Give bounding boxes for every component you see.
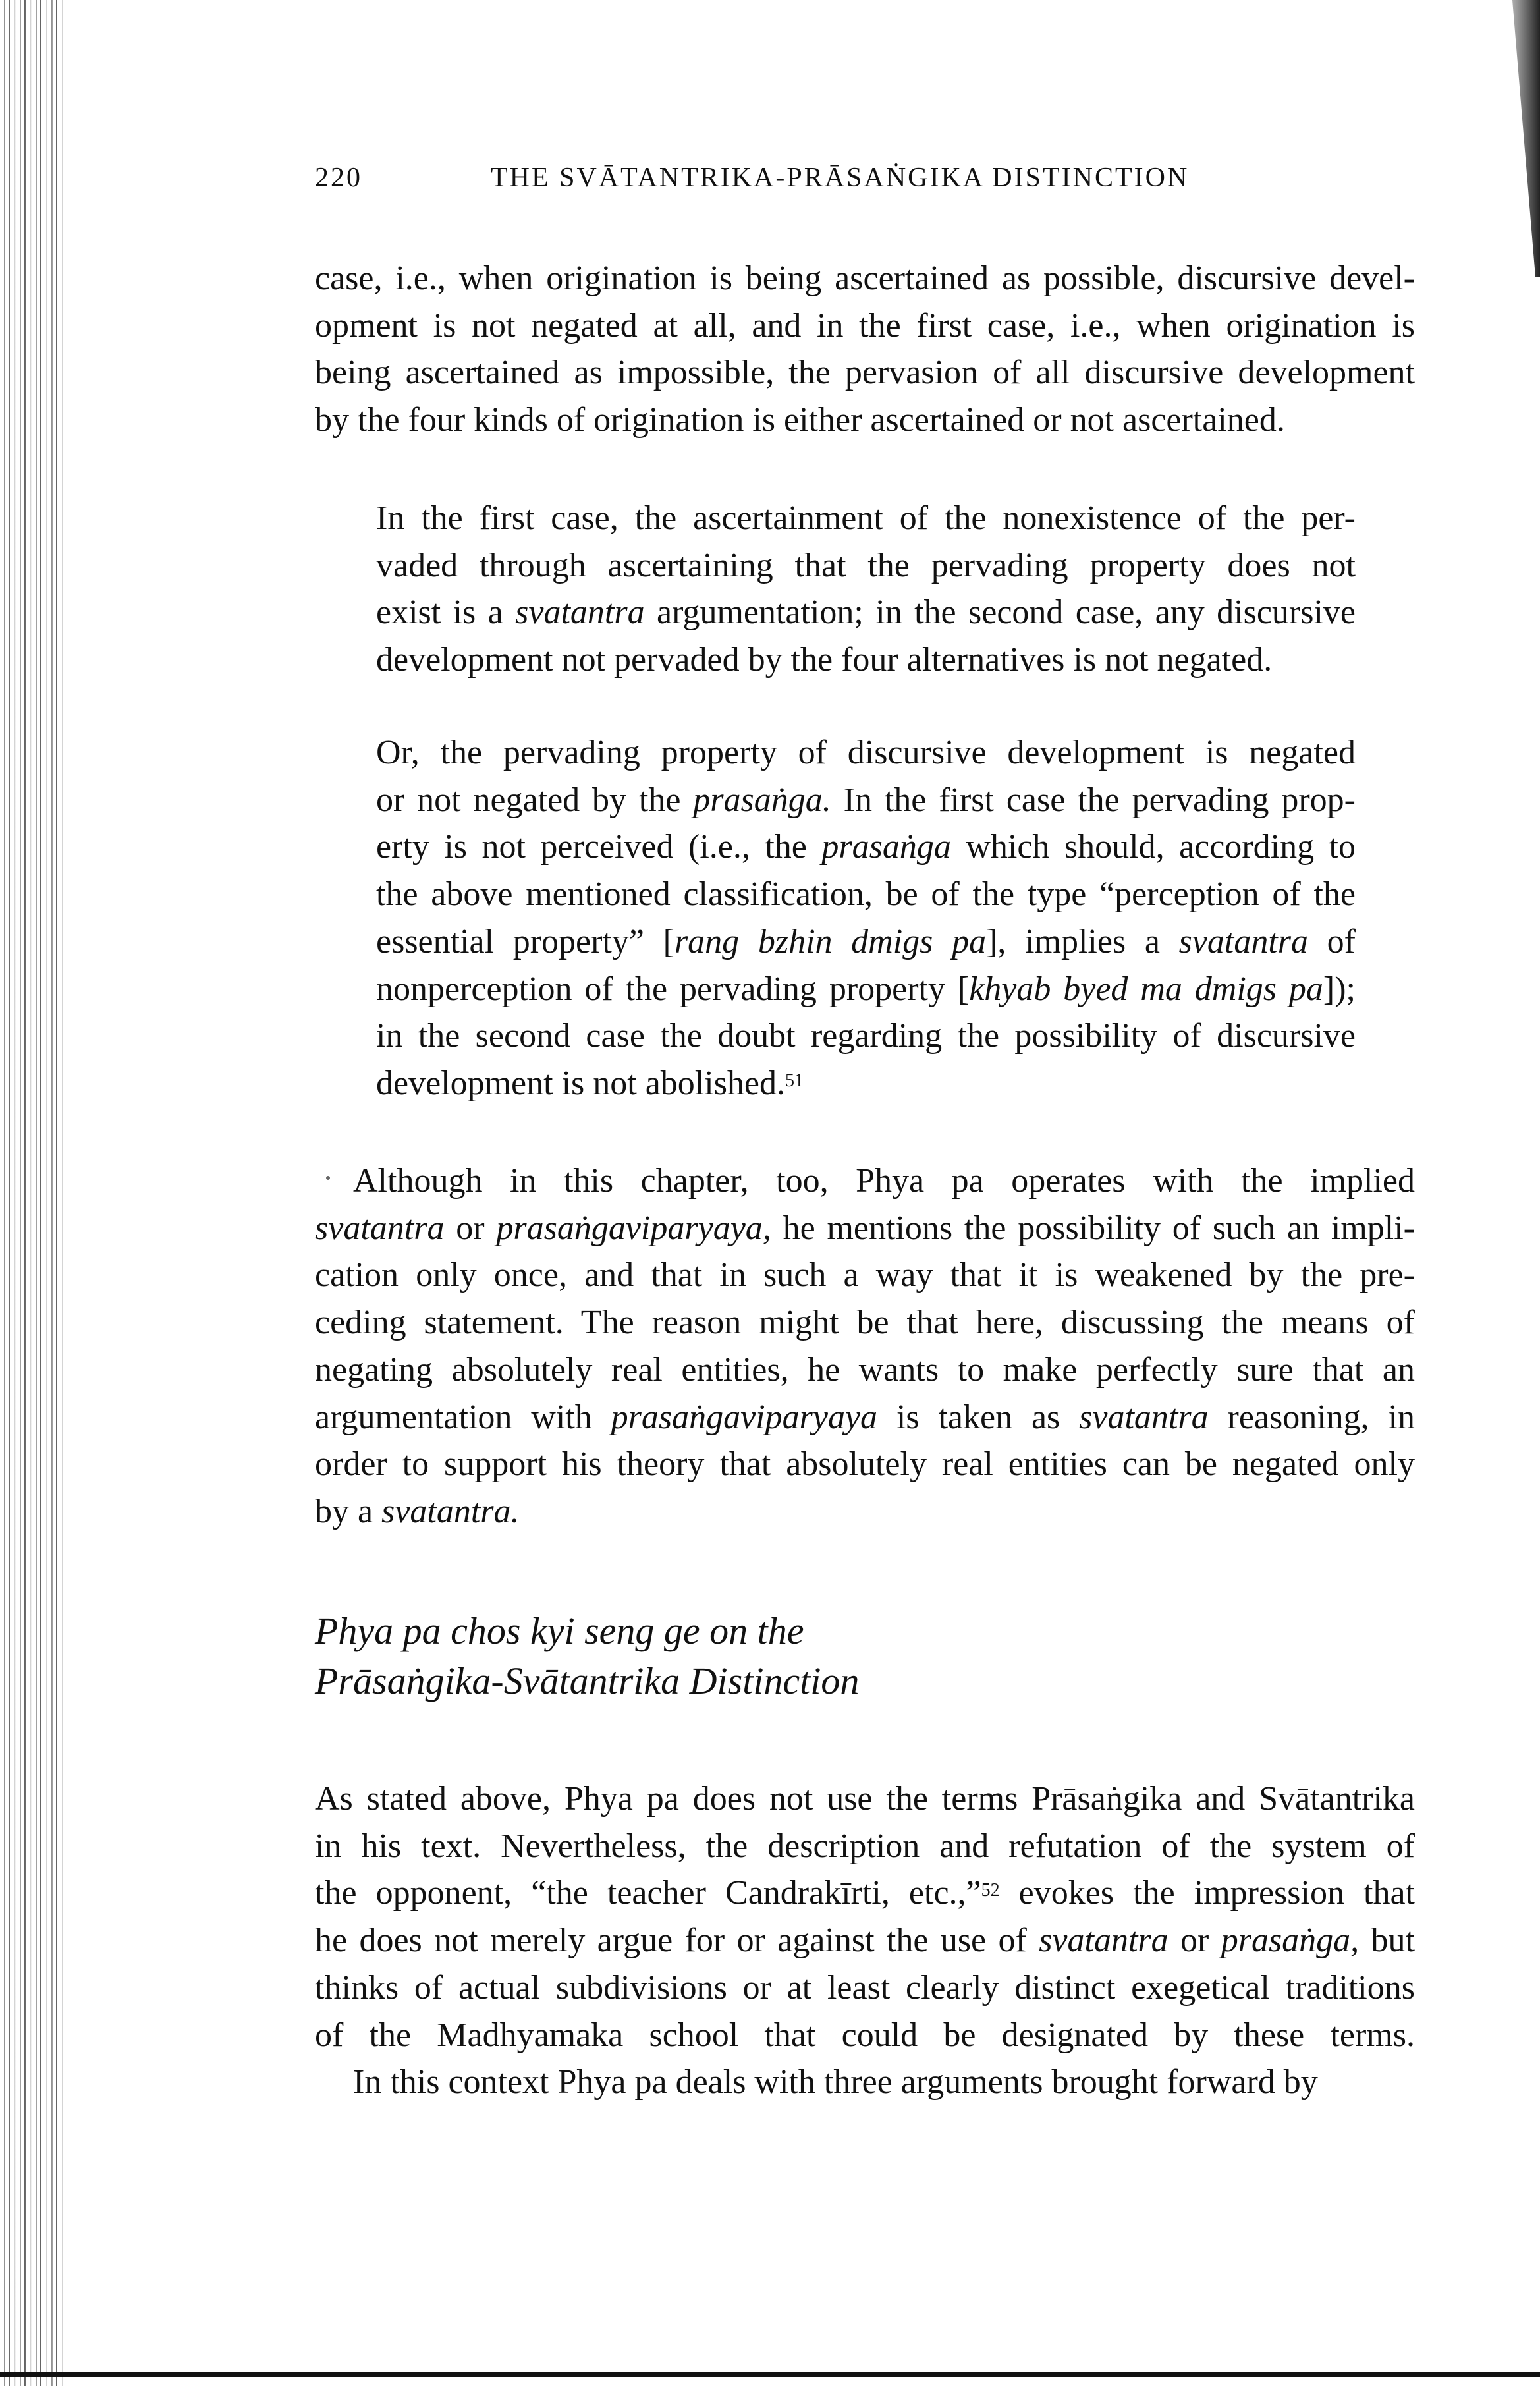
text-run: argumentation; in the second case, any discursive [644, 594, 1356, 632]
text-run: by a [315, 1492, 382, 1530]
text-run: reasoning, in [1208, 1398, 1415, 1436]
scan-corner-shadow [1494, 0, 1540, 277]
scan-binding-edge [0, 0, 63, 2386]
paragraph-line [315, 349, 1415, 397]
paragraph-line [315, 1775, 1415, 1823]
text-run: in the second case the doubt regarding the possibility of discursive [376, 1017, 1356, 1055]
italic-term: svatantra [315, 1209, 445, 1247]
footnote-ref: 52 [981, 1880, 1000, 1901]
text-run: evokes the impression that [999, 1874, 1415, 1912]
italic-term: khyab byed ma dmigs pa [969, 970, 1323, 1008]
text-run: case, i.e., when origination is being ascertained as possible, discursive devel- [315, 260, 1415, 297]
text-run: or [1168, 1922, 1221, 1960]
text-run: he mentions the possibility of such an impli- [771, 1209, 1415, 1247]
block-quote-line [376, 589, 1356, 636]
paragraph-line [315, 1394, 1415, 1441]
block-quote-line [376, 1060, 1356, 1107]
paragraph-line [315, 2059, 1415, 2106]
italic-term: prasaṅgaviparyaya, [496, 1209, 771, 1247]
text-run: In the first case, the ascertainment of the nonexistence of the per- [376, 499, 1356, 537]
text-run: nonperception of the pervading property [ [376, 970, 970, 1008]
italic-term: prasaṅga, [1221, 1922, 1360, 1960]
paragraph-line [315, 2012, 1415, 2059]
page-number: 220 [315, 163, 362, 193]
block-quote-line [376, 1013, 1356, 1060]
block-quote-line [376, 636, 1356, 684]
text-run: ceding statement. The reason might be that here, discussing the means of [315, 1304, 1415, 1342]
paragraph-line [315, 1964, 1415, 2012]
text-run: of the Madhyamaka school that could be designated by these terms. [315, 2016, 1415, 2054]
paragraph-line [315, 1252, 1415, 1299]
text-run: the above mentioned classification, be of the type “perception of the [376, 875, 1356, 914]
section-heading-line-1: Phya pa chos kyi seng ge on the [315, 1609, 804, 1652]
text-run: Although in this chapter, too, Phya pa operates with the implied [353, 1162, 1415, 1200]
paragraph-line [315, 255, 1415, 302]
text-run: thinks of actual subdivisions or at least clearly distinct exegetical traditions [315, 1968, 1415, 2007]
text-run: erty is not perceived (i.e., the [376, 828, 822, 866]
italic-term: svatantra. [381, 1492, 520, 1530]
italic-term: svatantra [1178, 922, 1309, 960]
paragraph-line [315, 302, 1415, 350]
paragraph-line [315, 1205, 1415, 1252]
block-quote-line [376, 918, 1356, 966]
text-run: order to support his theory that absolutely real entities can be negated only [315, 1445, 1415, 1484]
italic-term: prasaṅga [821, 828, 951, 866]
text-run: negating absolutely real entities, he wants to make perfectly sure that an [315, 1350, 1415, 1389]
scan-bottom-edge [0, 2372, 1540, 2377]
text-run: which should, according to [950, 828, 1356, 866]
paragraph-line [315, 1823, 1415, 1870]
italic-term: prasaṅga. [693, 781, 831, 819]
text-run: Or, the pervading property of discursive development is negated [376, 734, 1356, 771]
text-run: in his text. Nevertheless, the description and refutation of the system of [315, 1827, 1415, 1865]
paragraph-line [315, 1870, 1415, 1917]
text-run: is taken as [877, 1398, 1080, 1436]
paragraph-line [315, 1917, 1415, 1964]
block-quote-line [376, 729, 1356, 777]
text-run: development not pervaded by the four alternatives is not negated. [376, 641, 1273, 679]
text-run: being ascertained as impossible, the pervasion of all discursive development [315, 354, 1415, 392]
paragraph-line [315, 1299, 1415, 1346]
block-quote-line [376, 777, 1356, 824]
paragraph-line [315, 397, 1415, 444]
block-quote-line [376, 542, 1356, 590]
paragraph-line [315, 1441, 1415, 1488]
text-run: ], implies a [986, 922, 1179, 960]
text-run: or not negated by the [376, 781, 694, 819]
text-run: vaded through ascertaining that the pervading property does not [376, 546, 1356, 584]
italic-term: svatantra [515, 594, 645, 632]
text-run: opment is not negated at all, and in the first case, i.e., when origination is [315, 306, 1415, 345]
text-run: argumentation with [315, 1398, 611, 1436]
block-quote-line [376, 966, 1356, 1013]
text-run: by the four kinds of origination is either ascertained or not ascertained. [315, 401, 1285, 439]
block-quote-line [376, 823, 1356, 871]
text-run: the opponent, “the teacher Candrakīrti, etc.,” [315, 1874, 981, 1912]
text-run: but [1359, 1922, 1416, 1960]
running-title: THE SVĀTANTRIKA-PRĀSAṄGIKA DISTINCTION [491, 163, 1190, 193]
block-quote-line [376, 495, 1356, 542]
paragraph-line [315, 1488, 1415, 1536]
text-run: of [1308, 922, 1356, 960]
italic-term: svatantra [1039, 1922, 1169, 1960]
footnote-ref: 51 [785, 1070, 804, 1091]
italic-term: rang bzhin dmigs pa [674, 922, 987, 960]
text-run: As stated above, Phya pa does not use the terms Prāsaṅgika and Svātantrika [315, 1780, 1415, 1817]
text-run: development is not abolished. [376, 1064, 786, 1102]
text-run: essential property” [ [376, 922, 674, 960]
text-run: In the first case the pervading prop- [831, 781, 1356, 819]
text-run: cation only once, and that in such a way that it is weakened by the pre- [315, 1256, 1415, 1294]
italic-term: svatantra [1079, 1398, 1209, 1436]
section-heading-line-2: Prāsaṅgika-Svātantrika Distinction [315, 1659, 860, 1702]
text-run: exist is a [376, 594, 516, 632]
text-run: or [444, 1209, 497, 1247]
italic-term: prasaṅgaviparyaya [611, 1398, 878, 1436]
paragraph-line [315, 1346, 1415, 1394]
block-quote-line [376, 871, 1356, 918]
text-run: In this context Phya pa deals with three arguments brought forward by [353, 2063, 1318, 2101]
text-run: he does not merely argue for or against the use of [315, 1922, 1039, 1960]
paragraph-line [315, 1157, 1415, 1205]
text-run: ]); [1323, 970, 1356, 1008]
